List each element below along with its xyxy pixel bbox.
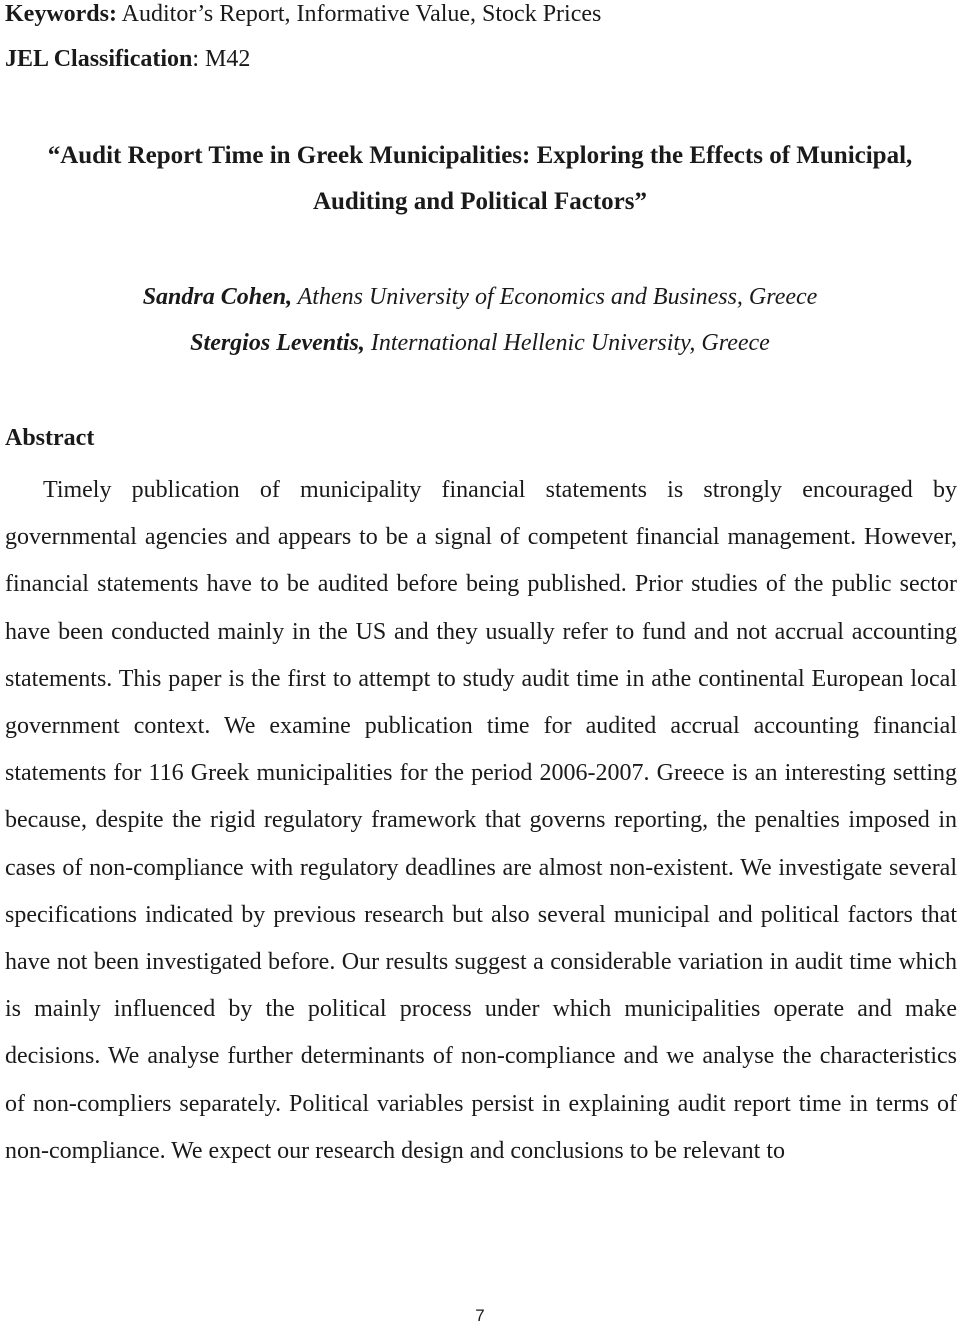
jel-line [5, 45, 250, 73]
author-name: Stergios Leventis, [190, 330, 365, 356]
paper-title-line-1: “Audit Report Time in Greek Municipalities: Exploring the Effects of Municipal, [47, 142, 913, 169]
author-line-2 [0, 328, 960, 358]
paper-title-line-2: Auditing and Political Factors” [312, 188, 648, 215]
jel-label: JEL Classification [5, 46, 193, 72]
keywords-line [5, 0, 601, 28]
keywords-label: Keywords: [5, 1, 117, 27]
author-affiliation: Athens University of Economics and Business, Greece [292, 284, 818, 310]
keywords-value: Auditor’s Report, Informative Value, Stock Prices [116, 1, 602, 27]
author-affiliation: International Hellenic University, Greece [364, 330, 770, 356]
jel-value: : M42 [192, 46, 251, 72]
author-line-1 [0, 282, 960, 312]
abstract-heading: Abstract [5, 425, 95, 451]
author-name: Sandra Cohen, [142, 284, 293, 310]
page-number: 7 [475, 1306, 485, 1325]
abstract-paragraph: Timely publication of municipality financial statements is strongly encouraged by governmental agencies and appears to be a signal of competent financial management. However, financial statements have to be audited before being published. Prior studies of the public sector have been conducted mainly in the US and they usually refer to fund and not accrual accounting statements. This paper is the first to attempt to study audit time in athe continental European local government context. We examine publication time for audited accrual accounting financial statements for 116 Greek municipalities for the period 2006-2007. Greece is an interesting setting because, despite the rigid regulatory framework that governs reporting, the penalties imposed in cases of non-compliance with regulatory deadlines are almost non-existent. We investigate several specifications indicated by previous research but also several municipal and political factors that have not been investigated before. Our results suggest a considerable variation in audit time which is mainly influenced by the political process under which municipalities operate and make decisions. We analyse further determinants of non-compliance and we analyse the characteristics of non-compliers separately. Political variables persist in explaining audit report time in terms of non-compliance. We expect our research design and conclusions to be relevant to [5, 477, 957, 1164]
